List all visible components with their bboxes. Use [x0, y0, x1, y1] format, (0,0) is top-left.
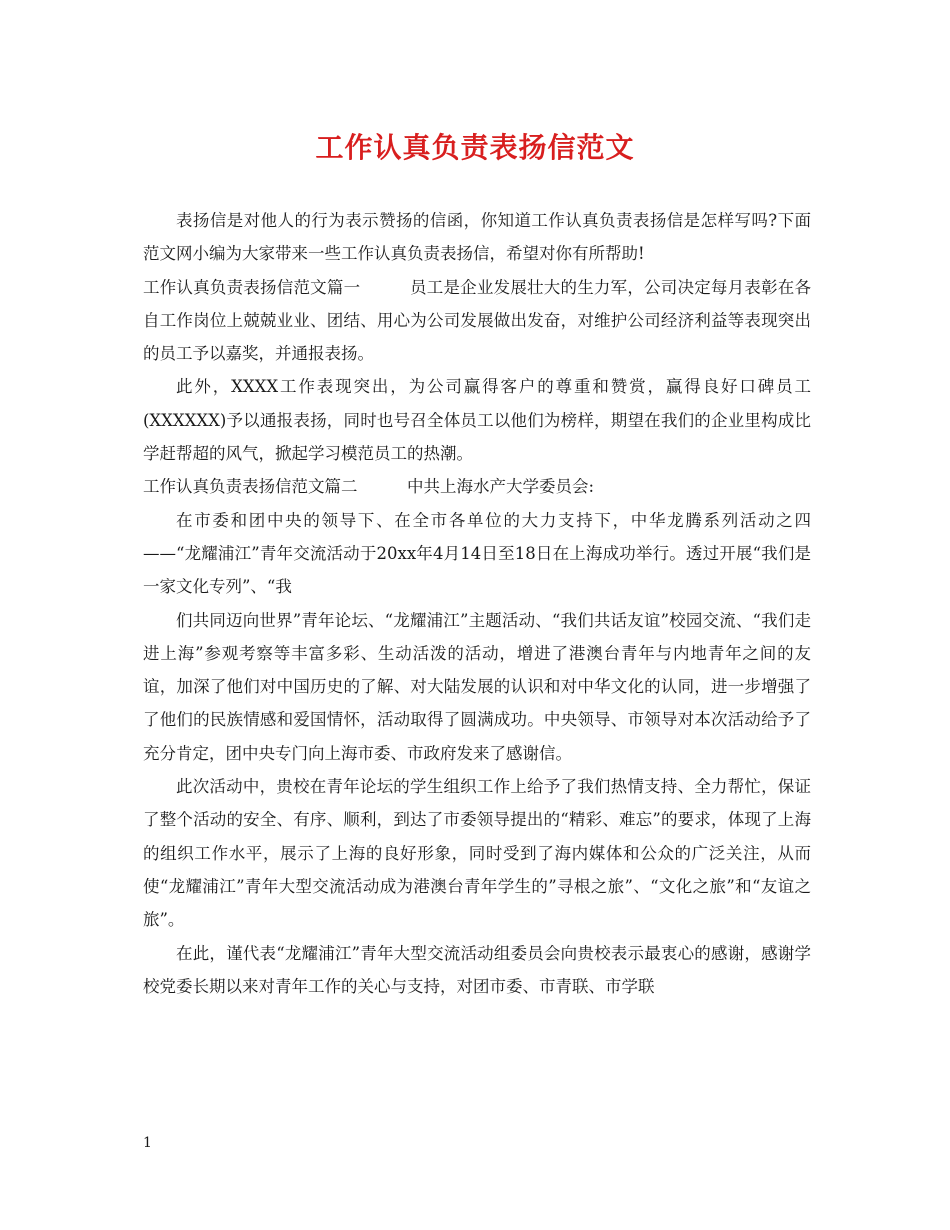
paragraph-praise: 此外，XXXX工作表现突出，为公司赢得客户的尊重和赞赏，赢得良好口碑员工(XXXXXX)予以通报表扬，同时也号召全体员工以他们为榜样，期望在我们的企业里构成比学赶帮超的风气，掀起学习模范员工的热潮。: [143, 377, 811, 464]
document-body: [143, 204, 811, 1003]
section-two-salutation: 中共上海水产大学委员会:: [407, 477, 595, 497]
paragraph-section-two: [143, 470, 811, 503]
paragraph-activity-details: 们共同迈向世界”青年论坛、“龙耀浦江”主题活动、“我们共话友谊”校园交流、“我们走进上海”参观考察等丰富多彩、生动活泼的活动，增进了港澳台青年与内地青年之间的友谊，加深了他们对中国历史的了解、对大陆发展的认识和对中华文化的认同，进一步增强了了他们的民族情感和爱国情怀，活动取得了圆满成功。中央领导、市领导对本次活动给予了充分肯定，团中央专门向上海市委、市政府发来了感谢信。: [143, 610, 811, 763]
paragraph-intro: 表扬信是对他人的行为表示赞扬的信函，你知道工作认真负责表扬信是怎样写吗?下面范文网小编为大家带来一些工作认真负责表扬信，希望对你有所帮助!: [143, 211, 811, 264]
paragraph-support: 此次活动中，贵校在青年论坛的学生组织工作上给予了我们热情支持、全力帮忙，保证了整个活动的安全、有序、顺利，到达了市委领导提出的“精彩、难忘”的要求，体现了上海的组织工作水平，展示了上海的良好形象，同时受到了海内媒体和公众的广泛关注，从而使“龙耀浦江”青年大型交流活动成为港澳台青年学生的”寻根之旅”、“文化之旅”和“友谊之旅”。: [143, 777, 811, 930]
section-one-text: 员工是企业发展壮大的生力军，公司决定每月表彰在各自工作岗位上兢兢业业、团结、用心为公司发展做出发奋，对维护公司经济利益等表现突出的员工予以嘉奖，并通报表扬。: [143, 277, 812, 364]
section-heading-one: 工作认真负责表扬信范文篇一: [143, 277, 361, 297]
section-heading-two: 工作认真负责表扬信范文篇二: [143, 477, 358, 497]
paragraph-section-one: [143, 271, 811, 371]
page-number: 1: [143, 1135, 152, 1151]
paragraph-activity: 在市委和团中央的领导下、在全市各单位的大力支持下，中华龙腾系列活动之四——“龙耀浦江”青年交流活动于20xx年4月14日至18日在上海成功举行。透过开展“我们是一家文化专列”、“我: [143, 510, 811, 597]
paragraph-thanks: 在此，谨代表“龙耀浦江”青年大型交流活动组委员会向贵校表示最衷心的感谢，感谢学校党委长期以来对青年工作的关心与支持，对团市委、市青联、市学联: [143, 943, 811, 996]
document-title: 工作认真负责表扬信范文: [315, 131, 635, 164]
